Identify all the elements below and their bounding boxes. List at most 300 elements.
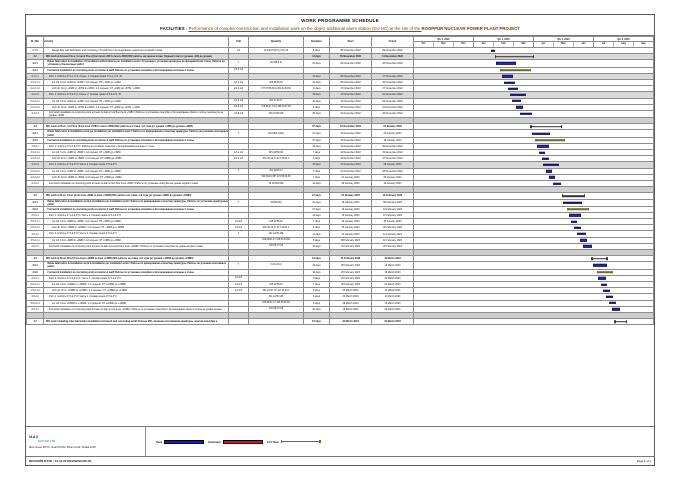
cell-activity: Rough floor slab fabrication and concreting / Устройство и бетонирование цементно-песчаной стяжки (44, 48, 229, 54)
legend-swatch (281, 441, 321, 442)
cell-quantity: 231.08.0/7.08 (249, 306, 304, 312)
legend-label: Task (156, 439, 163, 444)
cell-start: 09 January 2023 (330, 180, 372, 186)
cell-start: 19 January 2023 (330, 212, 372, 218)
cell-no: 4.2.2.2 (27, 92, 44, 98)
cell-start: 05 November 2022 (330, 73, 372, 79)
cell-activity: 1st Lift. From +10980 to +13980 / 1-й подъем: ОТ +10980 до +13980 (44, 300, 229, 306)
cell-finish: 27 November 2022 (372, 86, 414, 92)
gantt-task-bar[interactable] (569, 214, 581, 216)
cell-quantity: 78.18.081.918 (249, 180, 304, 186)
cell-finish: 08 January 2023 (372, 162, 414, 168)
month-label: Mar (521, 43, 526, 46)
cell-duration: 14 days (304, 212, 330, 218)
cell-activity: 1st Lift. From +1000 to +2480 / 1-й подъем: ОТ +1000 до +2480 (44, 79, 229, 85)
cell-finish: 11 February 2023 (372, 231, 414, 237)
gantt-row-cell[interactable] (414, 110, 654, 117)
cell-activity: M/C work at Floor, Roof (from level +10980 to level +14980) M/C работы на этаже, 3-й этаж (от уровня +10980 до уровня +14980) (44, 256, 229, 262)
col-header-quantity: Quantity (249, 37, 304, 48)
cell-no: 4.5.2.1.1 (27, 219, 44, 225)
cell-duration: 8 days (304, 225, 330, 231)
cell-start: 01 January 2023 (330, 174, 372, 180)
cell-quantity: 361.35-12.77.417.46.64.1 (249, 156, 304, 162)
cell-activity: M/C work at Floor, 1st Floor (from level +3480 to level +6980) M/C работы на этаже, 1-й этаж (от уровня +3480 до уровня +6980) (44, 124, 229, 130)
project-subtitle (26, 24, 654, 33)
company-address: Max House MTCL, Road 97024, Dhanmondi, Dhaka-1205 (29, 445, 96, 449)
gantt-summary-bar[interactable] (530, 126, 562, 128)
cell-activity: Part. 1. Grid line A^1-2 & A^2 / Работы на условиях опалубки и бетонирования колонны и стены (44, 143, 229, 149)
cell-finish: 01 December 2022 (372, 104, 414, 110)
cell-duration: 8 days (304, 156, 330, 162)
timeline-quarter-header (474, 37, 534, 48)
cell-finish: 11 March 2023 (372, 294, 414, 300)
gantt-task-bar[interactable] (539, 151, 545, 153)
cell-activity: 1st Lift. From +6980 to +9980 / 1-й подъем: ОТ +6980 до +9980 (44, 237, 229, 243)
cell-finish: 06 March 2023 (372, 275, 414, 281)
cell-duration: 19 days (304, 269, 330, 275)
gantt-track (414, 187, 653, 192)
cell-duration: 8 days (304, 300, 330, 306)
company-logo-block (26, 427, 146, 456)
cell-unit (229, 319, 249, 325)
cell-finish: 16 November 2022 (372, 79, 414, 85)
cell-start: 05 November 2022 (330, 54, 372, 60)
cell-duration: 9 days (304, 294, 330, 300)
cell-finish: 09 February 2023 (372, 199, 414, 206)
gantt-row-cell[interactable] (414, 319, 654, 325)
cell-duration: 16 days (304, 262, 330, 269)
cell-no: 4.6.2.2 (27, 294, 44, 300)
cell-start: 12 December 2022 (330, 130, 372, 137)
gantt-task-bar[interactable] (577, 233, 587, 235)
month-label: Jan (474, 42, 494, 47)
cell-start: 25 February 2023 (330, 269, 372, 275)
cell-finish: 07 February 2023 (372, 212, 414, 218)
cell-no: 4.3.2.2.1 (27, 168, 44, 174)
month-strip (594, 42, 653, 47)
cell-quantity: 611.12/05.148 (249, 294, 304, 300)
cell-finish: 08 January 2023 (372, 174, 414, 180)
gantt-task-bar[interactable] (512, 100, 521, 102)
cell-duration: 27 days (304, 206, 330, 212)
cell-unit: T (229, 262, 249, 269)
cell-unit: m1/m3 (229, 281, 249, 287)
cell-activity: Part. 1. Grid line A^1-2, A^2, Осень, 1. Осевая линия A^1-2, A^2 / В (44, 73, 229, 79)
cell-duration: 10 days (304, 243, 330, 249)
cell-no: 4.7 (27, 319, 44, 325)
cell-no: 4.3.2.1.2 (27, 156, 44, 162)
cell-no: 4.3.2 (27, 137, 44, 143)
cell-no: 4.3.1 (27, 130, 44, 137)
cell-quantity: 446.37/46.918 (249, 110, 304, 117)
table-row[interactable] (27, 60, 654, 67)
cell-finish: 26 February 2023 (372, 243, 414, 249)
gantt-task-bar[interactable] (491, 49, 495, 51)
cell-quantity: 23.804(06) (249, 199, 304, 206)
gantt-task-bar[interactable] (553, 182, 562, 184)
legend-label: Summary (208, 439, 221, 444)
cell-duration: 7 days (304, 281, 330, 287)
table-header (27, 37, 654, 48)
cell-finish: 18 January 2023 (372, 137, 414, 143)
cell-duration: 19 days (304, 256, 330, 262)
cell-finish: 02 February 2023 (372, 225, 414, 231)
cell-activity: 2nd Lift. From +13980 to +14980 / 2-й подъем: ОТ +13980 до +14980 (44, 288, 229, 294)
cell-quantity: 275.34/41.33 & 466.11/47.55 (249, 104, 304, 110)
cell-activity: Part. 2. Grid line A^3 & A^4 / Часть 2. Осевая линия A^3 & A^4 (44, 231, 229, 237)
gantt-summary-bar[interactable] (562, 195, 585, 197)
gantt-task-bar[interactable] (510, 94, 526, 96)
legend-item (208, 440, 263, 444)
cell-no: 4.3.2.1 (27, 143, 44, 149)
cell-activity: 1st Lift. From +1000 to +2480 / 1-й подъем: ОТ +1000 до +2480 (44, 98, 229, 104)
table-row[interactable] (27, 262, 654, 269)
cell-no: 4.6.1 (27, 262, 44, 269)
schedule-table (26, 36, 654, 325)
cell-quantity: 377.07/56.68 & 354.44.66.60 (249, 86, 304, 92)
project-name: ROOPPUR NUCLEAR POWER PLANT PROJECT (421, 26, 520, 31)
cell-activity: Formwork installation & concreting work at column & wall/ Работы по установке опалубки и бетонирование колонны и стены (44, 137, 229, 143)
gantt-task-bar[interactable] (537, 145, 549, 147)
cell-finish: 16 March 2023 (372, 256, 414, 262)
cell-unit: m3 & m2 (229, 86, 249, 92)
cell-activity: Rebar fabrication & installation work & installation per installation work / Работы по армированию и монтажу арматуры, Работы на условиях монтажных работ (44, 262, 229, 269)
cell-no: 4.5.2.2 (27, 231, 44, 237)
cell-duration: 37 days (304, 137, 330, 143)
quarter-label: Qtr 3, 2023 (594, 37, 653, 42)
cell-quantity: 26.218(0.0)(61) (249, 130, 304, 137)
gantt-track (414, 313, 653, 318)
cell-activity: Part. 2. Grid line A^3 & A^4 / Часть 2. Осевая линия A^3 & A^4 (44, 294, 229, 300)
gantt-task-bar[interactable] (574, 227, 581, 229)
cell-no: 4.6 (27, 256, 44, 262)
cell-no: 4.3 (27, 124, 44, 130)
cell-start: 05 November 2022 (330, 79, 372, 85)
cell-duration: 10 days (304, 306, 330, 312)
quarter-label: Qtr 1, 2023 (474, 37, 533, 42)
cell-quantity: 361.28.0/7.47.417.46.64.1 (249, 288, 304, 294)
cell-activity: 2nd Lift. From +2480 to +3780 & +3480 / 2-й подъем: ОТ +2480 до +3780 / +3480 (44, 86, 229, 92)
month-strip (534, 42, 593, 47)
cell-duration: 10 days (304, 98, 330, 104)
cell-finish: 28 December 2022 (372, 168, 414, 174)
cell-finish: 26 November 2022 (372, 60, 414, 67)
cell-quantity: 429.44/55.63 (249, 79, 304, 85)
cell-finish: 09 November 2022 (372, 48, 414, 54)
cell-finish: 19 December 2022 (372, 150, 414, 156)
month-label: Sep (641, 43, 646, 46)
legend-label: Crit Task (266, 439, 279, 444)
cell-start: 02 March 2023 (330, 294, 372, 300)
cell-activity: Formwork installation & concreting work at beam & slab at roof level +14980 / Работы по установке опалубки и бетонирование балки и плиты на уровне крыши (44, 306, 229, 312)
gantt-task-bar[interactable] (593, 264, 607, 266)
cell-duration: 7 days (304, 219, 330, 225)
cell-start: 04 March 2023 (330, 288, 372, 294)
cell-duration: 5 days (304, 48, 330, 54)
gantt-task-bar[interactable] (496, 62, 515, 64)
cell-no: 4.6.2.1.1 (27, 281, 44, 287)
cell-no: 4.2.1 (27, 60, 44, 67)
cell-quantity: 321.12/45.168 (249, 231, 304, 237)
gantt-summary-bar[interactable] (591, 258, 608, 260)
table-body (27, 48, 654, 325)
cell-no: 4.5.2.1 (27, 212, 44, 218)
cell-unit: m3 & m2 (229, 79, 249, 85)
cell-quantity: 5.211.(0.0) (249, 262, 304, 269)
cell-start: 01 December 2022 (330, 110, 372, 117)
cell-duration: 15 days (304, 110, 330, 117)
cell-start: 16 March 2023 (330, 319, 372, 325)
cell-start: 25 February 2023 (330, 281, 372, 287)
gantt-task-bar[interactable] (583, 245, 592, 247)
cell-start: 17 November 2022 (330, 86, 372, 92)
cell-no: 4.2.2.2.1 (27, 98, 44, 104)
cell-no: 4.5.1 (27, 199, 44, 206)
cell-finish: 11 December 2022 (372, 54, 414, 60)
cell-quantity: 401.22/45.17 (249, 168, 304, 174)
timeline-quarter-header (534, 37, 594, 48)
cell-no: 4.6.2.3 (27, 306, 44, 312)
cell-start: 19 January 2023 (330, 199, 372, 206)
cell-duration: 13 days (304, 73, 330, 79)
header-row (27, 37, 654, 48)
cell-unit: m3 & m2 (229, 98, 249, 104)
cell-quantity: 26.098(0.0) (249, 60, 304, 67)
cell-finish: 25 January 2023 (372, 219, 414, 225)
cell-no: 4.2.2.3 (27, 110, 44, 117)
gantt-row-cell[interactable] (414, 60, 654, 67)
cell-start: 16 February 2023 (330, 243, 372, 249)
cell-finish: 04 March 2023 (372, 281, 414, 287)
cell-start: 13 November 2022 (330, 98, 372, 104)
cell-finish: 01 December 2022 (372, 92, 414, 98)
cell-start: 25 February 2023 (330, 275, 372, 281)
cell-unit: T (229, 60, 249, 67)
gantt-task-bar[interactable] (606, 296, 614, 298)
cell-no: 4.6.2.1 (27, 275, 44, 281)
gantt-track (414, 118, 653, 123)
schedule-sheet (25, 14, 655, 466)
cell-duration: 8 days (304, 288, 330, 294)
gantt-task-bar[interactable] (546, 170, 552, 172)
subtitle-separator: - (184, 26, 189, 31)
schedule-grid (26, 36, 654, 426)
cell-start: 24 November 2022 (330, 104, 372, 110)
col-header-unit: Unit (229, 37, 249, 48)
gantt-task-bar[interactable] (532, 132, 550, 134)
cell-duration: 7 days (304, 168, 330, 174)
month-label: Apr (534, 42, 554, 47)
cell-activity: Formwork installation & concreting work at column & wall/ Работы по установке опалубки и бетонирование колонны и стены (44, 269, 229, 275)
cell-start: 12 December 2022 (330, 150, 372, 156)
cell-finish: 16 February 2023 (372, 193, 414, 199)
cell-finish: 24 November 2022 (372, 98, 414, 104)
cell-activity: M/C work at Ground Floor, Ground Floor (from level +000 to level +3480) M/C работы на первом этаже, Первый этаж (от уровня +000 до уровня (44, 54, 229, 60)
gantt-summary-bar[interactable] (500, 69, 531, 71)
col-header-start: Start (330, 37, 372, 48)
month-label: Jul (594, 42, 614, 47)
cell-duration: 10 days (304, 180, 330, 186)
cell-quantity: (0.9)(0.87)(0.5)-37.0-15 (249, 48, 304, 54)
cell-duration: 21 days (304, 130, 330, 137)
gantt-task-bar[interactable] (549, 176, 555, 178)
cell-finish: 17 November 2022 (372, 73, 414, 79)
gantt-task-bar[interactable] (502, 75, 513, 77)
table-row[interactable] (27, 110, 654, 117)
cell-activity: Formwork installation & concreting work at beam & slab at second floor level +10980 / Работы по установке опалубки на уровне второго этажа (44, 243, 229, 249)
legend-item (267, 440, 321, 444)
cell-unit: m1/m3 (229, 288, 249, 294)
cell-start: 19 January 2023 (330, 193, 372, 199)
cell-activity: Part. 2. Grid line A^3 & A^4, Осень, 2. Осевая линия A^3 & A^4 / В (44, 92, 229, 98)
gantt-task-bar[interactable] (601, 283, 607, 285)
cell-activity: 2nd Lift. From +5980 to +6980 / 2-й подъем: ОТ +5980 до +6980 (44, 156, 229, 162)
cell-activity: Part. 1. Grid line A^1-2 & A^2 / Часть 1. Осевая линия A^1-2 & A^2 (44, 275, 229, 281)
cell-finish: 11 March 2023 (372, 288, 414, 294)
page-title: WORK PROGRAMME SCHEDULE (301, 18, 379, 23)
cell-no: 4.5.2 (27, 206, 44, 212)
cell-duration: 21 days (304, 60, 330, 67)
cell-duration: 11 days (304, 231, 330, 237)
cell-finish: 16 March 2023 (372, 262, 414, 269)
cell-activity: M/C work including rebar fabrication installation formwork and concreting work/ Полные M/C, включая изготовление арматуры, монтаж опалубки и (44, 319, 229, 325)
gantt-task-bar[interactable] (598, 277, 606, 279)
gantt-task-bar[interactable] (542, 158, 549, 160)
cell-start: 25 February 2023 (330, 256, 372, 262)
cell-activity: Part. 2. Grid line A^3 & A^4 / Часть 2. Осевая линия A^3 & A^4 (44, 162, 229, 168)
cell-start: 25 January 2023 (330, 225, 372, 231)
month-label: May (554, 42, 574, 47)
cell-finish: 26 December 2022 (372, 143, 414, 149)
cell-no: 4.2.2.2.2 (27, 104, 44, 110)
cell-duration: 21 days (304, 199, 330, 206)
cell-duration: 44 days (304, 54, 330, 60)
cell-duration: 11 days (304, 86, 330, 92)
cell-unit: T (229, 168, 249, 174)
cell-quantity: 336.08.0/7.08 (249, 243, 304, 249)
cell-quantity: 325.44/55.614 (249, 150, 304, 156)
cell-quantity: 546.66/21.17.415.55.63.68 (249, 300, 304, 306)
gantt-row-cell[interactable] (414, 262, 654, 269)
cell-finish: 31 March 2023 (372, 319, 414, 325)
cell-quantity: 546.66/21.17.415.55.63.68 (249, 237, 304, 243)
cell-quantity: 546.66/21.687.415.55.63.68 (249, 174, 304, 180)
cell-activity: 1st Lift. From +10980 to +13980 / 1-й подъем: ОТ +10980 до +13980 (44, 281, 229, 287)
title-block (26, 15, 654, 36)
cell-unit: T (229, 231, 249, 237)
gantt-row-cell[interactable] (414, 130, 654, 137)
gantt-row-cell[interactable] (414, 199, 654, 206)
cell-no: 4.2.2.1 (27, 73, 44, 79)
gantt-task-bar[interactable] (612, 308, 621, 310)
gantt-task-bar[interactable] (580, 239, 587, 241)
cell-unit: m3 & m2 (229, 110, 249, 117)
cell-quantity: 361.35-12.77.417.46.64.1 (249, 225, 304, 231)
cell-start: 08 February 2023 (330, 237, 372, 243)
cell-unit: T (229, 199, 249, 206)
cell-finish: 16 December 2022 (372, 110, 414, 117)
cell-start: 05 November 2022 (330, 60, 372, 67)
gantt-summary-bar[interactable] (535, 139, 565, 141)
gantt-task-bar[interactable] (520, 113, 533, 115)
cell-no: 4.5.2.1.2 (27, 225, 44, 231)
cell-duration: 12 days (304, 79, 330, 85)
cell-no: 4.3.2.2.2 (27, 174, 44, 180)
cell-activity: 2nd Lift. From +2480 to +3780 & +3480 / 2-й подъем: ОТ +2480 до +3780 / +3480 (44, 104, 229, 110)
cell-activity: 1st Lift. From +3480 to +5980 / 1-й подъем: ОТ +3480 до +5980 (44, 150, 229, 156)
cell-unit: m3 & m2 (229, 67, 249, 73)
gantt-task-bar[interactable] (603, 290, 610, 292)
cell-no: 4.5.2.2.1 (27, 237, 44, 243)
cell-finish: 16 March 2023 (372, 269, 414, 275)
cell-finish: 16 February 2023 (372, 237, 414, 243)
cell-no: 4.2.2.1.2 (27, 86, 44, 92)
cell-activity: 1st Lift. From +3480 to +5980 / 1-й подъем: ОТ +3480 до +5980 (44, 168, 229, 174)
month-label: Oct (414, 42, 434, 47)
col-header-finish: Finish (372, 37, 414, 48)
cell-unit: m3 (229, 48, 249, 54)
gantt-summary-bar[interactable] (597, 271, 614, 273)
gantt-summary-bar[interactable] (614, 321, 627, 323)
gantt-task-bar[interactable] (571, 220, 577, 222)
cell-start: 12 December 2022 (330, 124, 372, 130)
gantt-task-bar[interactable] (504, 81, 514, 83)
cell-activity: Formwork installation & concreting work at beam & slab at first floor level +6980 / Работы по установке опалубки на уровне первого этажа (44, 180, 229, 186)
gantt-summary-bar[interactable] (495, 56, 534, 58)
gantt-task-bar[interactable] (563, 201, 581, 203)
cell-unit: m1/m3 (229, 225, 249, 231)
cell-quantity (249, 319, 304, 325)
cell-no: 4.6.2.1.2 (27, 288, 44, 294)
cell-start: 21 December 2022 (330, 162, 372, 168)
cell-unit: m1/m3 (229, 219, 249, 225)
table-row[interactable] (27, 199, 654, 206)
col-header-duration: Duration (304, 37, 330, 48)
legend-item (156, 440, 204, 444)
table-row[interactable] (27, 319, 654, 325)
cell-start: 05 November 2022 (330, 48, 372, 54)
cell-start: 21 December 2022 (330, 168, 372, 174)
cell-duration: 9 days (304, 275, 330, 281)
cell-no: 4.2.2 (27, 67, 44, 73)
legend (146, 427, 654, 456)
col-header-activity: Activity (44, 37, 229, 48)
footer-block (26, 426, 654, 456)
cell-quantity: 321.11.45.17 (249, 98, 304, 104)
cell-duration: 37 days (304, 124, 330, 130)
legend-swatch (164, 440, 204, 444)
cell-duration: 14 days (304, 143, 330, 149)
legend-swatch (223, 440, 263, 444)
month-strip (414, 42, 473, 47)
col-header-no: Sl. NO. (27, 37, 44, 48)
revision-info: REVISION DATE : 01.10.22 REVISION NO:00 (29, 459, 92, 463)
cell-finish: 18 January 2023 (372, 180, 414, 186)
cell-no: 4.5.2.3 (27, 243, 44, 249)
gantt-task-bar[interactable] (609, 302, 616, 304)
cell-unit: T (229, 130, 249, 137)
cell-start: 12 December 2022 (330, 137, 372, 143)
cell-start: 13 November 2022 (330, 92, 372, 98)
table-row[interactable] (27, 130, 654, 137)
gantt-task-bar[interactable] (516, 106, 523, 108)
cell-start: 16 March 2023 (330, 306, 372, 312)
quarter-label: Qtr 2, 2023 (534, 37, 593, 42)
gantt-summary-bar[interactable] (567, 208, 589, 210)
cell-duration: 19 days (304, 92, 330, 98)
gantt-task-bar[interactable] (508, 88, 518, 90)
gantt-task-bar[interactable] (543, 164, 559, 166)
